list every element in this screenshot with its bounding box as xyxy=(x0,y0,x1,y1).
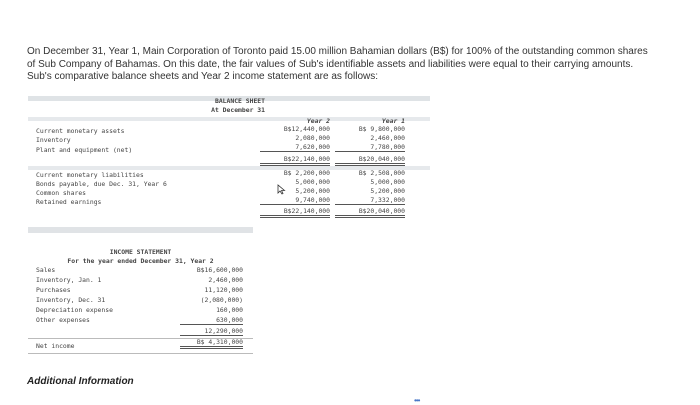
bs-value-year2: 5,000,000 xyxy=(295,178,330,186)
bs-value-year1: 2,460,000 xyxy=(370,134,405,142)
bs-value-year2: 7,620,000 xyxy=(260,143,330,152)
bs-row-label: Bonds payable, due Dec. 31, Year 6 xyxy=(36,180,167,188)
column-header-year2: Year 2 xyxy=(306,117,330,125)
bs-value-year2: B$12,440,000 xyxy=(283,125,330,133)
is-total-expenses: 12,290,000 xyxy=(180,327,243,336)
is-row-label: Sales xyxy=(36,266,56,274)
is-row-value: B$16,600,000 xyxy=(196,266,243,274)
income-statement-header-band xyxy=(28,227,253,233)
is-row-label: Net income xyxy=(36,342,75,350)
is-row-label: Inventory, Dec. 31 xyxy=(36,296,106,304)
is-row-value: 11,120,000 xyxy=(204,286,243,294)
mouse-cursor-icon xyxy=(277,184,286,195)
income-statement-title: INCOME STATEMENT xyxy=(109,248,172,256)
is-row-label: Purchases xyxy=(36,286,71,294)
bs-value-year1: 5,200,000 xyxy=(370,187,405,195)
bs-value-year2: B$ 2,200,000 xyxy=(283,169,330,177)
is-row-label: Inventory, Jan. 1 xyxy=(36,276,102,284)
is-row-value: 2,460,000 xyxy=(208,276,243,284)
bs-row-label: Common shares xyxy=(36,189,87,197)
bs-value-year2: 5,200,000 xyxy=(295,187,330,195)
problem-intro: On December 31, Year 1, Main Corporation of Toronto paid 15.00 million Bahamian dollars (B$) for 100% of the outstanding common shares of Sub Company of Bahamas. On this date, the fair values of Sub's identifiable assets and liabilities were equal to their carrying amounts. Sub's comparative balance sheets and Year 2 income statement are as follows: xyxy=(27,46,648,82)
section-divider xyxy=(28,353,253,354)
additional-information-heading: Additional Information xyxy=(27,376,134,387)
is-row-label: Other expenses xyxy=(36,316,90,324)
bs-total-assets-year1: B$20,040,000 xyxy=(335,155,405,166)
bs-total-assets-year2: B$22,140,000 xyxy=(260,155,330,166)
income-statement-subtitle: For the year ended December 31, Year 2 xyxy=(67,257,214,265)
balance-sheet-subtitle: At December 31 xyxy=(211,106,265,114)
bs-total-equities-year2: B$22,140,000 xyxy=(260,207,330,218)
bs-row-label: Retained earnings xyxy=(36,198,102,206)
is-row-value: (2,080,000) xyxy=(200,296,243,304)
more-content-indicator[interactable]: ••• xyxy=(414,396,420,405)
bs-row-label: Inventory xyxy=(36,136,71,144)
bs-row-label: Plant and equipment (net) xyxy=(36,146,133,154)
bs-value-year2: 9,740,000 xyxy=(260,196,330,205)
is-row-value: 630,000 xyxy=(180,316,243,325)
is-row-label: Depreciation expense xyxy=(36,306,113,314)
bs-value-year2: 2,080,000 xyxy=(295,134,330,142)
bs-value-year1: 5,000,000 xyxy=(370,178,405,186)
bs-value-year1: 7,332,000 xyxy=(335,196,405,205)
bs-row-label: Current monetary assets xyxy=(36,127,125,135)
bs-value-year1: 7,780,000 xyxy=(335,143,405,152)
bs-value-year1: B$ 2,508,000 xyxy=(358,169,405,177)
bs-total-equities-year1: B$20,040,000 xyxy=(335,207,405,218)
bs-value-year1: B$ 9,800,000 xyxy=(358,125,405,133)
balance-sheet-title: BALANCE SHEET xyxy=(214,97,265,105)
is-net-income: B$ 4,310,000 xyxy=(180,338,243,349)
column-header-year1: Year 1 xyxy=(381,117,405,125)
bs-row-label: Current monetary liabilities xyxy=(36,171,144,179)
balance-sheet-title-block xyxy=(185,97,265,115)
is-row-value: 160,000 xyxy=(216,306,243,314)
